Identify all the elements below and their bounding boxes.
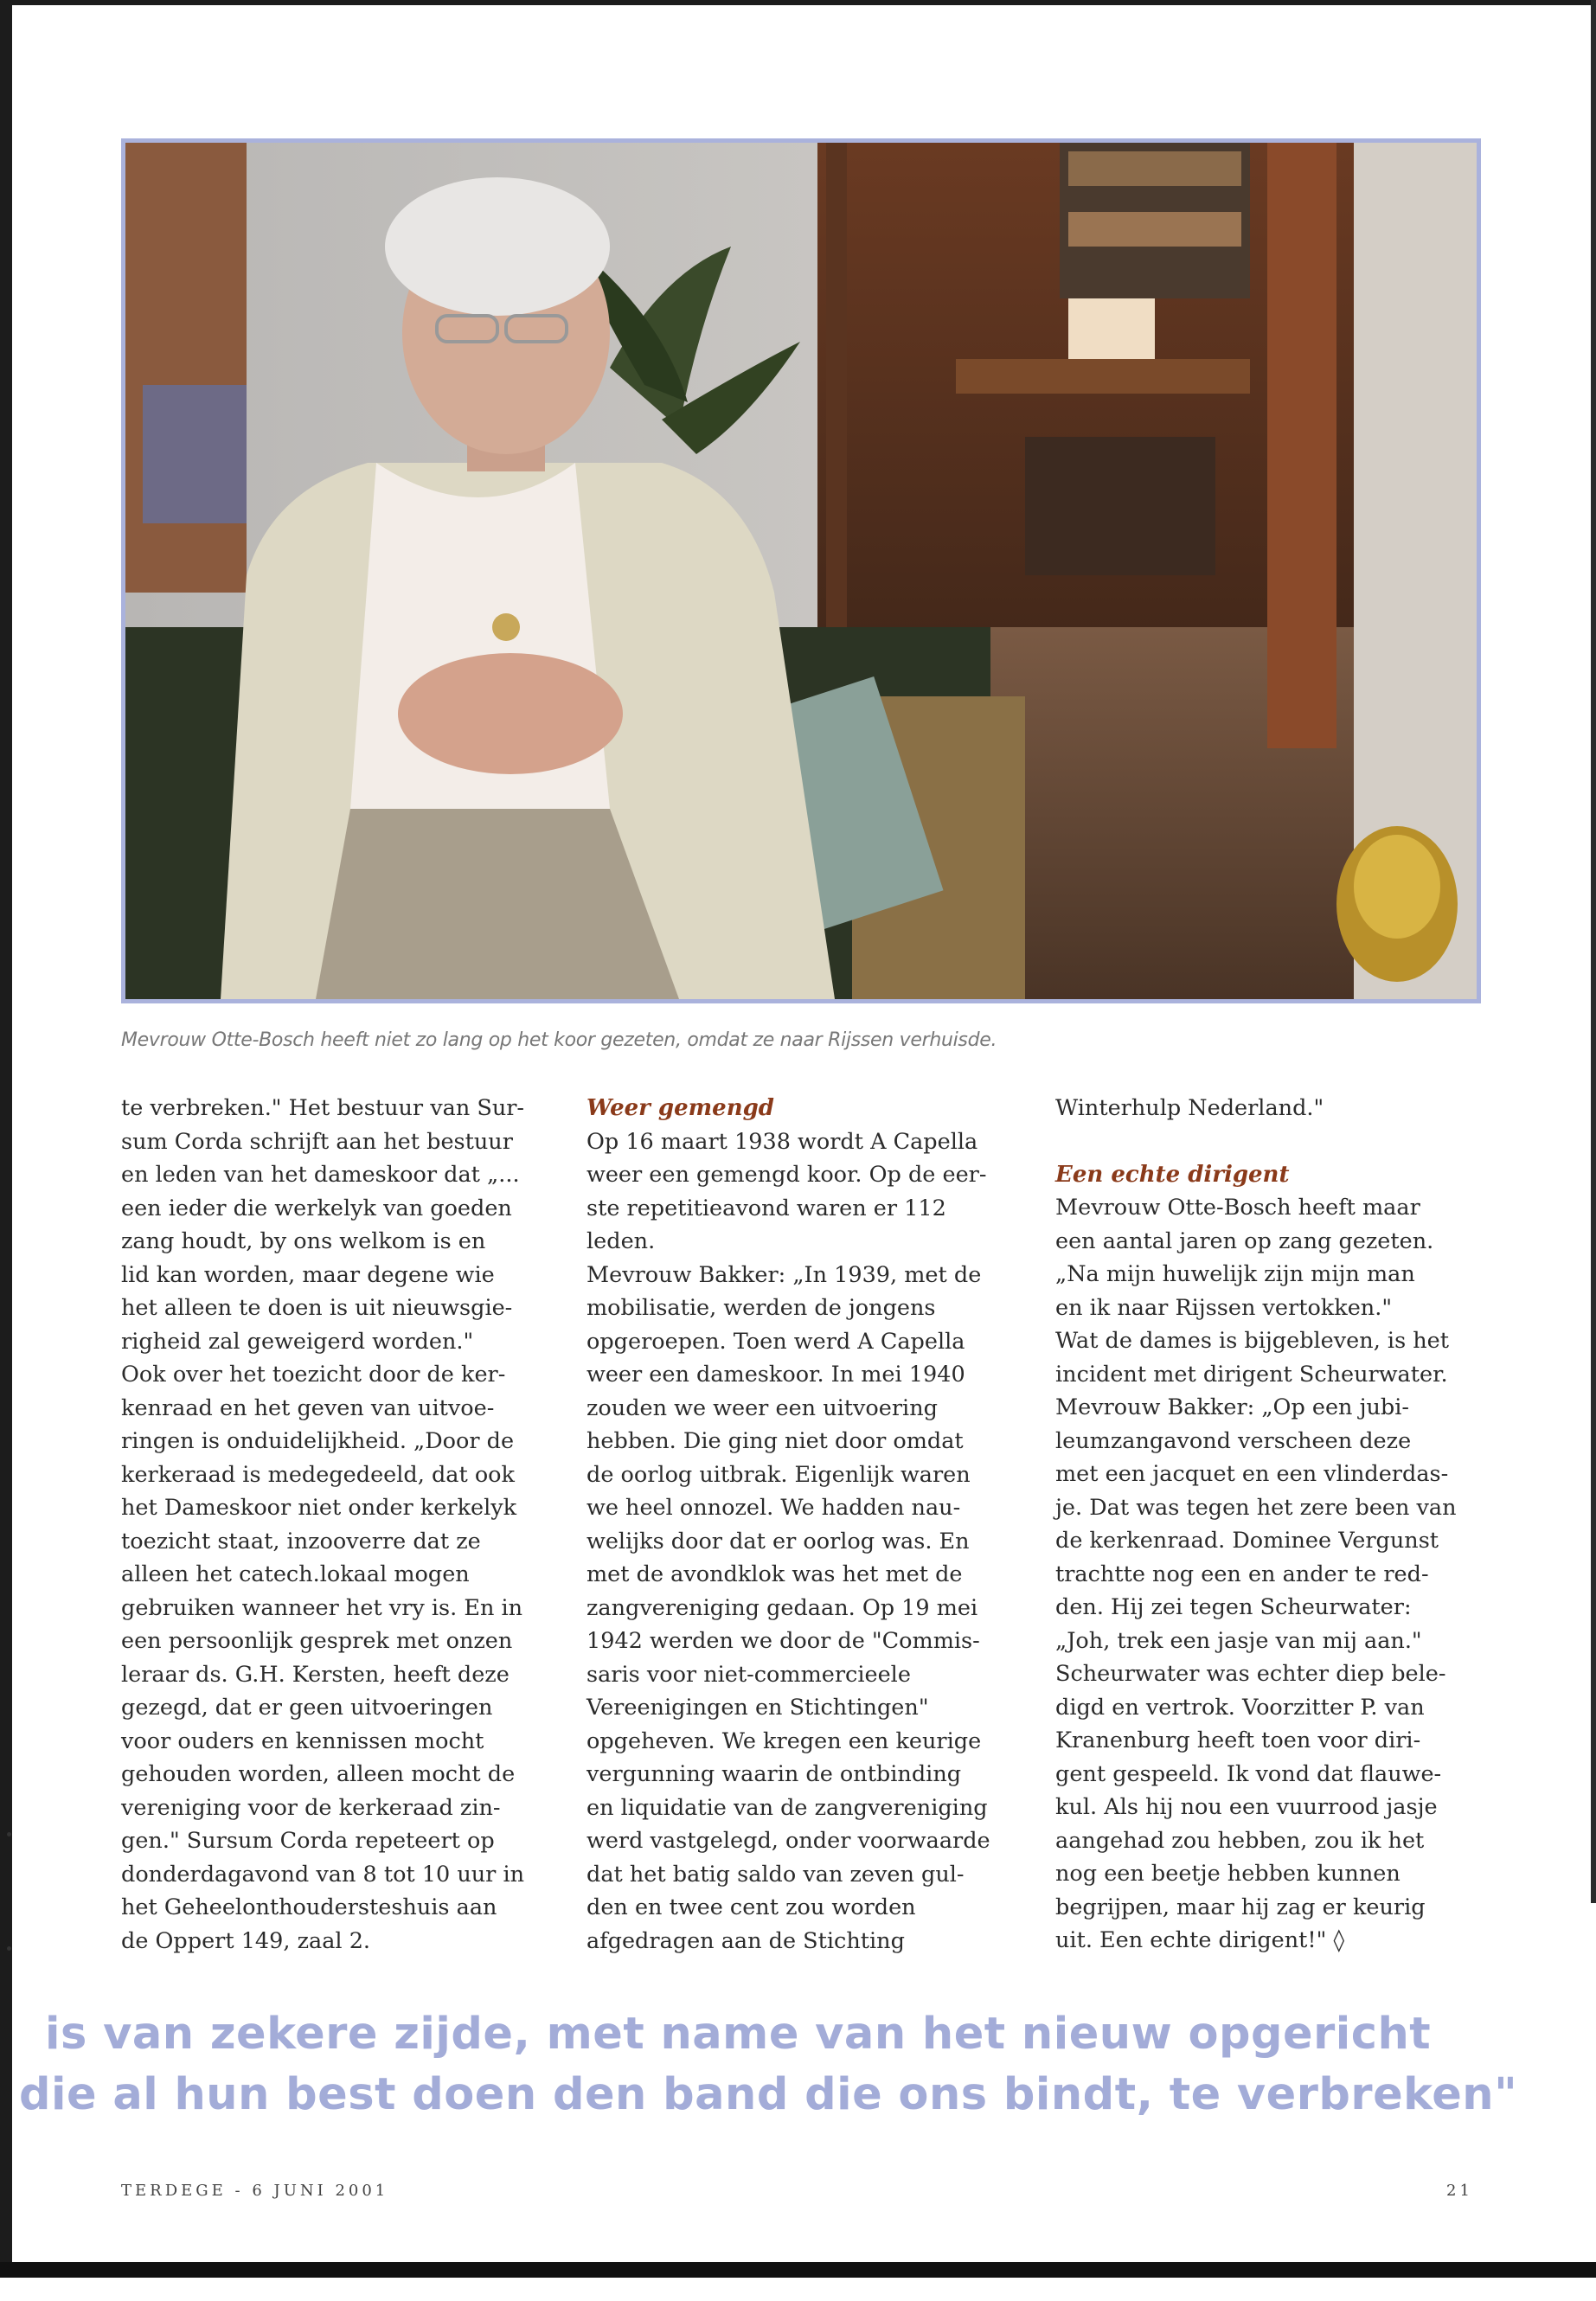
- body-line: met een jacquet en een vlinderdas-: [1055, 1461, 1449, 1487]
- body-line: de oorlog uitbrak. Eigenlijk waren: [586, 1461, 971, 1488]
- body-line: Scheurwater was echter diep bele-: [1055, 1661, 1446, 1687]
- pull-quote-line-2: die al hun best doen den band die ons bindt, te verbreken": [19, 2069, 1518, 2120]
- article-column-3: [1055, 1092, 1497, 1958]
- body-line: mobilisatie, werden de jongens: [586, 1295, 936, 1321]
- body-line: leraar ds. G.H. Kersten, heeft deze: [121, 1661, 510, 1688]
- body-line: het Dameskoor niet onder kerkelyk: [121, 1495, 517, 1521]
- body-line: Op 16 maart 1938 wordt A Capella: [586, 1128, 978, 1155]
- body-line: een ieder die werkelyk van goeden: [121, 1195, 512, 1221]
- body-line: Winterhulp Nederland.": [1055, 1095, 1324, 1121]
- body-line: gent gespeeld. Ik vond dat flauwe-: [1055, 1760, 1442, 1787]
- body-line: kul. Als hij nou een vuurrood jasje: [1055, 1794, 1438, 1820]
- body-line: vergunning waarin de ontbinding: [586, 1761, 962, 1787]
- body-line: „Joh, trek een jasje van mij aan.": [1055, 1627, 1422, 1654]
- body-line: en liquidatie van de zangvereniging: [586, 1794, 988, 1821]
- article-photo: [121, 138, 1481, 1003]
- body-line: righeid zal geweigerd worden.": [121, 1328, 474, 1355]
- paragraph-spacer: [1055, 1125, 1497, 1158]
- scan-border-left: [0, 0, 12, 2266]
- footer-magazine-date: TERDEGE - 6 JUNI 2001: [121, 2182, 389, 2200]
- body-line: „Na mijn huwelijk zijn mijn man: [1055, 1261, 1415, 1287]
- body-line: Wat de dames is bijgebleven, is het: [1055, 1328, 1450, 1354]
- section-heading-een-echte-dirigent: Een echte dirigent: [1055, 1161, 1290, 1188]
- body-line: de Oppert 149, zaal 2.: [121, 1927, 371, 1954]
- scan-mark: [7, 1832, 11, 1836]
- scan-border-right: [1591, 0, 1596, 1903]
- body-line: den. Hij zei tegen Scheurwater:: [1055, 1594, 1412, 1620]
- footer-page-number: 21: [1446, 2182, 1473, 2200]
- body-line: en leden van het dameskoor dat „...: [121, 1162, 520, 1188]
- body-line: digd en vertrok. Voorzitter P. van: [1055, 1694, 1425, 1721]
- body-line: gehouden worden, alleen mocht de: [121, 1761, 516, 1787]
- body-line: gen." Sursum Corda repeteert op: [121, 1828, 495, 1854]
- body-line: werd vastgelegd, onder voorwaarde: [586, 1828, 990, 1854]
- body-line: en ik naar Rijssen vertokken.": [1055, 1294, 1393, 1321]
- body-line: lid kan worden, maar degene wie: [121, 1261, 495, 1288]
- body-line: Mevrouw Bakker: „Op een jubi-: [1055, 1394, 1410, 1420]
- article-column-1: [121, 1092, 562, 1958]
- body-line: vereniging voor de kerkeraad zin-: [121, 1794, 501, 1821]
- body-line: nog een beetje hebben kunnen: [1055, 1861, 1401, 1887]
- body-line: een persoonlijk gesprek met onzen: [121, 1628, 513, 1654]
- body-line: Mevrouw Otte-Bosch heeft maar: [1055, 1195, 1420, 1221]
- body-line: uit. Een echte dirigent!" ◊: [1055, 1927, 1345, 1953]
- body-line: het Geheelonthoudersteshuis aan: [121, 1894, 497, 1920]
- body-line: hebben. Die ging niet door omdat: [586, 1428, 964, 1454]
- body-line: afgedragen aan de Stichting: [586, 1927, 905, 1954]
- body-line: begrijpen, maar hij zag er keurig: [1055, 1894, 1426, 1920]
- body-line: donderdagavond van 8 tot 10 uur in: [121, 1861, 525, 1888]
- body-line: het alleen te doen is uit nieuwsgie-: [121, 1295, 513, 1321]
- body-line: voor ouders en kennissen mocht: [121, 1727, 484, 1754]
- body-line: den en twee cent zou worden: [586, 1894, 916, 1920]
- body-line: zouden we weer een uitvoering: [586, 1394, 938, 1421]
- body-line: de kerkenraad. Dominee Vergunst: [1055, 1528, 1439, 1554]
- body-line: sum Corda schrijft aan het bestuur: [121, 1128, 513, 1155]
- article-column-2: [586, 1092, 1028, 1958]
- section-heading-weer-gemengd: Weer gemengd: [586, 1095, 774, 1121]
- body-line: trachtte nog een en ander te red-: [1055, 1561, 1429, 1587]
- photo-illustration: [125, 143, 1477, 999]
- scan-mark: [7, 1946, 11, 1951]
- body-line: welijks door dat er oorlog was. En: [586, 1528, 970, 1554]
- body-line: leumzangavond verscheen deze: [1055, 1427, 1412, 1454]
- body-line: aangehad zou hebben, zou ik het: [1055, 1827, 1425, 1854]
- body-line: toezicht staat, inzooverre dat ze: [121, 1528, 481, 1554]
- body-line: te verbreken." Het bestuur van Sur-: [121, 1095, 525, 1121]
- photo-caption: Mevrouw Otte-Bosch heeft niet zo lang op het koor gezeten, omdat ze naar Rijssen verhuisde.: [121, 1029, 997, 1051]
- body-line: Mevrouw Bakker: „In 1939, met de: [586, 1261, 982, 1288]
- body-line: weer een dameskoor. In mei 1940: [586, 1362, 965, 1388]
- body-line: Ook over het toezicht door de ker-: [121, 1362, 506, 1388]
- body-line: opgeheven. We kregen een keurige: [586, 1727, 982, 1754]
- scan-border-bottom: [0, 2262, 1596, 2278]
- pull-quote-line-1: is van zekere zijde, met name van het nieuw opgericht: [45, 2009, 1432, 2060]
- body-line: Kranenburg heeft toen voor diri-: [1055, 1727, 1421, 1753]
- body-line: kenraad en het geven van uitvoe-: [121, 1394, 495, 1421]
- body-line: gezegd, dat er geen uitvoeringen: [121, 1695, 493, 1721]
- body-line: incident met dirigent Scheurwater.: [1055, 1361, 1448, 1388]
- body-line: kerkeraad is medegedeeld, dat ook: [121, 1461, 515, 1488]
- body-line: je. Dat was tegen het zere been van: [1055, 1494, 1457, 1521]
- body-line: alleen het catech.lokaal mogen: [121, 1561, 470, 1587]
- scan-border-top: [0, 0, 1596, 5]
- body-line: zang houdt, by ons welkom is en: [121, 1228, 486, 1254]
- body-line: dat het batig saldo van zeven gul-: [586, 1861, 965, 1888]
- body-line: we heel onnozel. We hadden nau-: [586, 1495, 961, 1521]
- body-line: ringen is onduidelijkheid. „Door de: [121, 1428, 515, 1454]
- body-line: zangvereniging gedaan. Op 19 mei: [586, 1594, 978, 1621]
- body-line: gebruiken wanneer het vry is. En in: [121, 1594, 523, 1621]
- body-line: een aantal jaren op zang gezeten.: [1055, 1227, 1434, 1254]
- body-line: 1942 werden we door de "Commis-: [586, 1628, 980, 1654]
- body-line: ste repetitieavond waren er 112: [586, 1195, 946, 1221]
- body-line: weer een gemengd koor. Op de eer-: [586, 1162, 987, 1188]
- body-line: Vereenigingen en Stichtingen": [586, 1695, 929, 1721]
- body-line: met de avondklok was het met de: [586, 1561, 963, 1587]
- body-line: opgeroepen. Toen werd A Capella: [586, 1328, 965, 1355]
- body-line: saris voor niet-commercieele: [586, 1661, 911, 1688]
- body-line: leden.: [586, 1228, 656, 1254]
